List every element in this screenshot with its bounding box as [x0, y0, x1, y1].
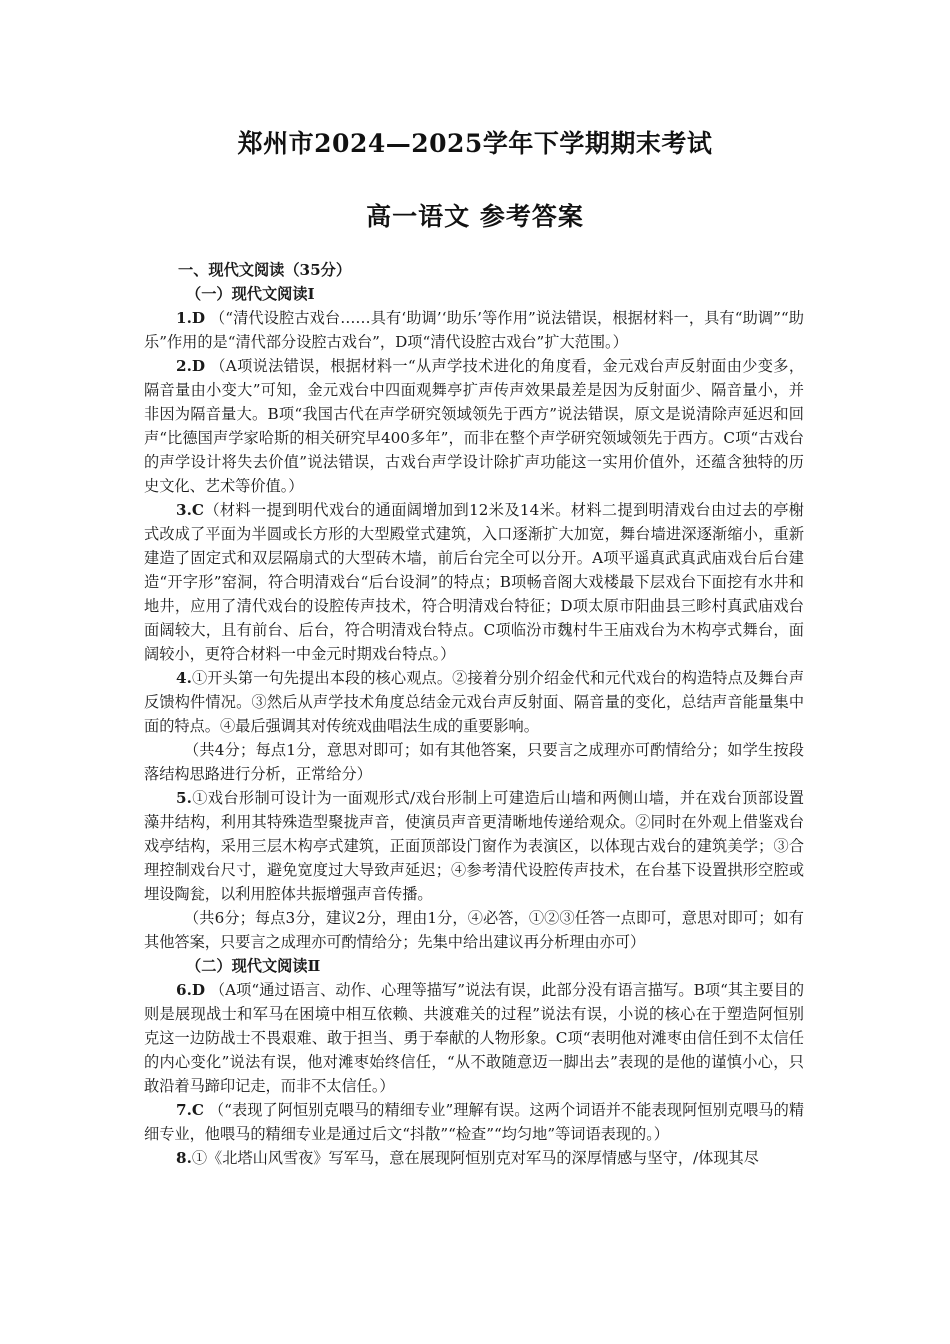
- part-heading-2: （二）现代文阅读Ⅱ: [186, 957, 321, 975]
- question-number: 5.: [176, 789, 192, 807]
- answer-text: ①戏台形制可设计为一面观形式/戏台形制上可建造后山墙和两侧山墙，并在戏台顶部设置藻井结构，利用其特殊造型聚拢声音，使演员声音更清晰地传递给观众。②同时在外观上借鉴戏台戏亭结构，采用三层木构亭式建筑，正面顶部设门窗作为表演区，以体现古戏台的建筑美学；③合理控制戏台尺寸，避免宽度过大导致声延迟；④参考清代设腔传声技术，在台基下设置拱形空腔或埋设陶瓮，以利用腔体共振增强声音传播。: [144, 789, 804, 903]
- question-number: 7.C: [176, 1101, 204, 1119]
- section-heading: 一、现代文阅读（35分）: [178, 261, 352, 279]
- exam-title: 郑州市2024—2025学年下学期期末考试: [237, 129, 713, 158]
- answer-content: [144, 258, 804, 1170]
- answer-text: （“表现了阿恒别克喂马的精细专业”理解有误。这两个词语并不能表现阿恒别克喂马的精细专业，他喂马的精细专业是通过后文“抖散”“检查”“均匀地”等词语表现的。）: [144, 1101, 805, 1143]
- answer-text: （A项“通过语言、动作、心理等描写”说法有误，此部分没有语言描写。B项“其主要目的则是展现战士和军马在困境中相互依赖、共渡难关的过程”说法有误，小说的核心在于塑造阿恒别克这一边防战士不畏艰难、敢于担当、勇于奉献的人物形象。C项“表明他对滩枣由信任到不太信任的内心变化”说法有误，他对滩枣始终信任，“从不敢随意迈一脚出去”表现的是他的谨慎小心，只敢沿着马蹄印记走，而非不太信任。）: [144, 981, 805, 1095]
- question-number: 6.D: [176, 981, 206, 999]
- answer-q4: [144, 666, 804, 738]
- answer-q7: [144, 1098, 804, 1146]
- answer-text: ①开头第一句先提出本段的核心观点。②接着分别介绍金代和元代戏台的构造特点及舞台声反馈构件情况。③然后从声学技术角度总结金元戏台声反射面、隔音量的变化，总结声音能量集中面的特点。④最后强调其对传统戏曲唱法生成的重要影响。: [144, 669, 804, 735]
- answer-q6: [144, 978, 804, 1098]
- answer-q8: [144, 1146, 804, 1170]
- exam-subtitle: 高一语文 参考答案: [366, 202, 584, 231]
- question-number: 8.: [176, 1149, 192, 1167]
- question-number: 2.D: [176, 357, 206, 375]
- answer-text: （A项说法错误，根据材料一“从声学技术进化的角度看，金元戏台声反射面由少变多，隔音量由小变大”可知，金元戏台中四面观舞亭扩声传声效果最差是因为反射面少、隔音量小，并非因为隔音量大。B项“我国古代在声学研究领域领先于西方”说法错误，原文是说清除声延迟和回声“比德国声学家哈斯的相关研究早400多年”，而非在整个声学研究领域领先于西方。C项“古戏台的声学设计将失去价值”说法错误，古戏台声学设计除扩声功能这一实用价值外，还蕴含独特的历史文化、艺术等价值。）: [144, 357, 805, 495]
- answer-text: （材料一提到明代戏台的通面阔增加到12米及14米。材料二提到明清戏台由过去的亭榭式改成了平面为半圆或长方形的大型殿堂式建筑，入口逐渐扩大加宽，舞台墙进深逐渐缩小，重新建造了固定式和双层隔扇式的大型砖木墙，前后台完全可以分开。A项平遥真武真武庙戏台后台建造“开字形”窑洞，符合明清戏台“后台设洞”的特点；B项畅音阁大戏楼最下层戏台下面挖有水井和地井，应用了清代戏台的设腔传声技术，符合明清戏台特征；D项太原市阳曲县三畛村真武庙戏台面阔较大，且有前台、后台，符合明清戏台特点。C项临汾市魏村牛王庙戏台为木构亭式舞台，面阔较小，更符合材料一中金元时期戏台特点。）: [144, 501, 804, 663]
- answer-q2: [144, 354, 804, 498]
- answer-q5: [144, 786, 804, 906]
- scoring-note-q5: （共6分；每点3分，建议2分，理由1分，④必答，①②③任答一点即可，意思对即可；如有其他答案，只要言之成理亦可酌情给分；先集中给出建议再分析理由亦可）: [144, 909, 804, 951]
- scoring-note-q4: （共4分；每点1分，意思对即可；如有其他答案，只要言之成理亦可酌情给分；如学生按段落结构思路进行分析，正常给分）: [144, 741, 804, 783]
- part-heading-1: （一）现代文阅读Ⅰ: [186, 285, 315, 303]
- answer-text: （“清代设腔古戏台……具有‘助调’‘助乐’等作用”说法错误，根据材料一，具有“助调”“助乐”作用的是“清代部分设腔古戏台”，D项“清代设腔古戏台”扩大范围。）: [144, 309, 804, 351]
- question-number: 1.D: [176, 309, 206, 327]
- question-number: 3.C: [176, 501, 204, 519]
- answer-q3: [144, 498, 804, 666]
- answer-q1: [144, 306, 804, 354]
- question-number: 4.: [176, 669, 192, 687]
- answer-text: ①《北塔山风雪夜》写军马，意在展现阿恒别克对军马的深厚情感与坚守，/体现其尽: [191, 1149, 759, 1167]
